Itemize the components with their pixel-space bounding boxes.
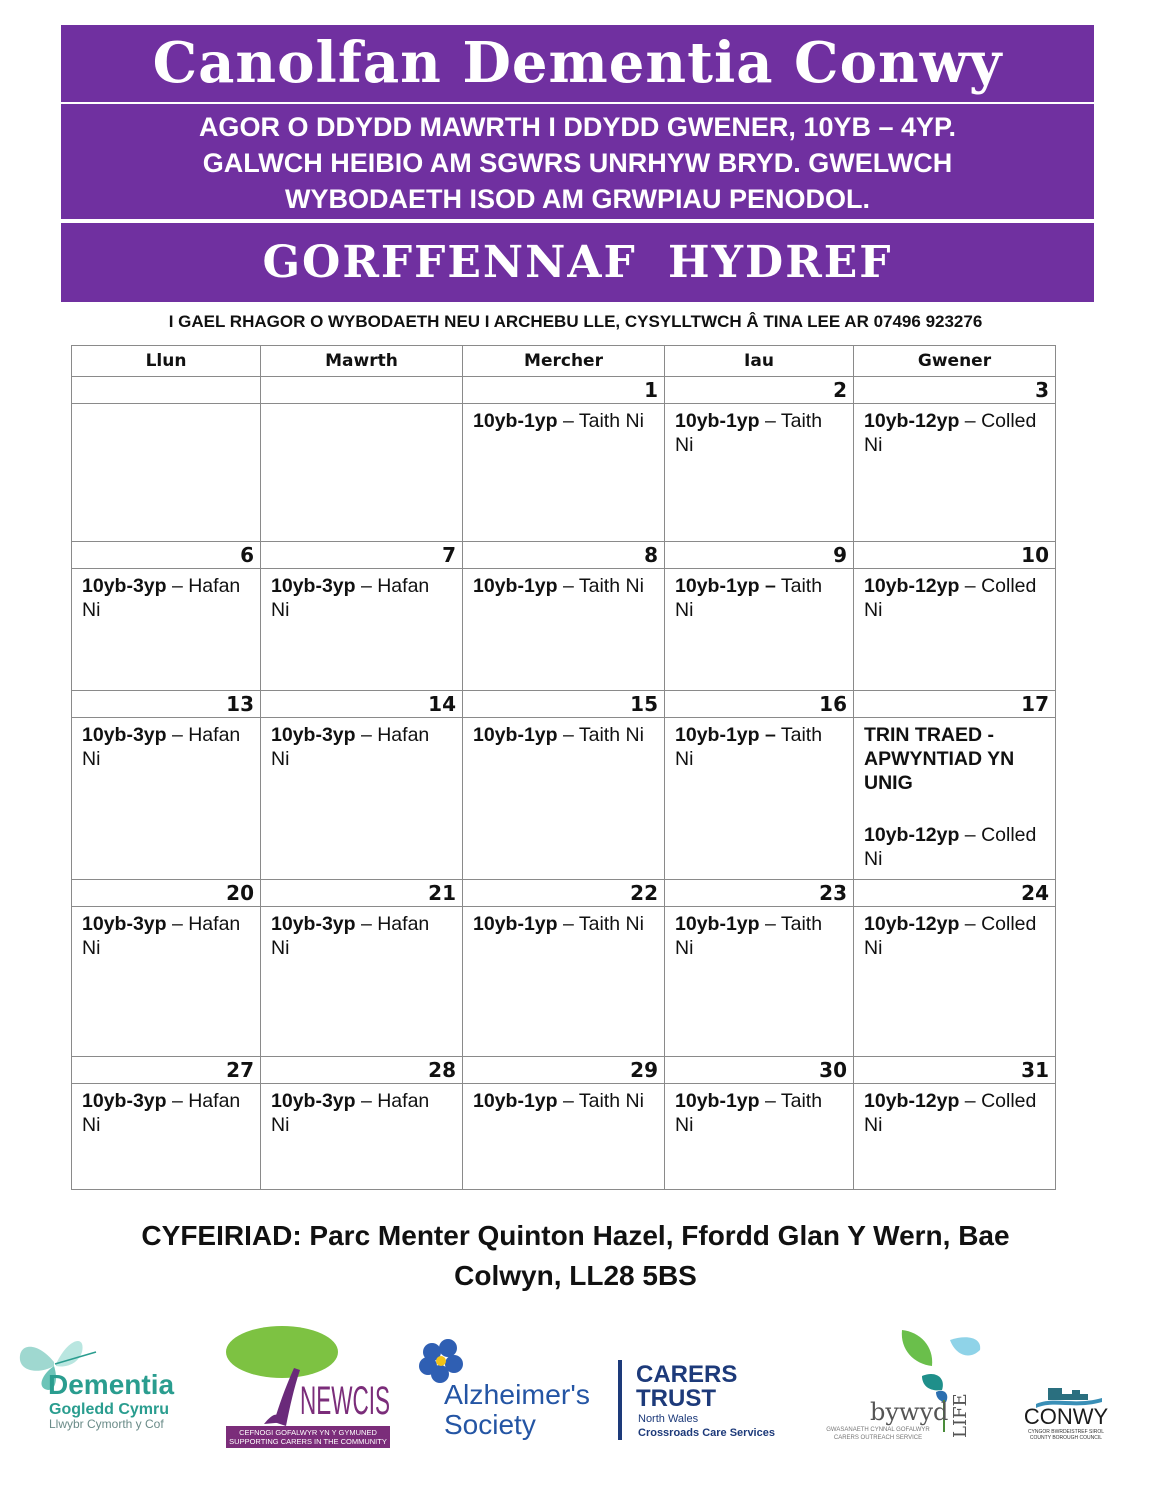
calendar-cell: [665, 404, 854, 542]
subtitle-line: GALWCH HEIBIO AM SGWRS UNRHYW BRYD. GWELWCH: [202, 148, 953, 178]
week-date-row: [72, 377, 1056, 404]
event-time: 10yb-3yp: [271, 1090, 356, 1112]
calendar-cell: [463, 718, 665, 880]
event-name: – Colled Ni: [864, 1090, 1037, 1136]
date-number: 30: [665, 1057, 854, 1084]
event-name: – Hafan Ni: [82, 575, 241, 621]
calendar-cell: [261, 1084, 463, 1190]
calendar-cell: [72, 1084, 261, 1190]
calendar-cell: [261, 718, 463, 880]
svg-text:Society: Society: [444, 1409, 536, 1440]
event-time: 10yb-1yp: [473, 1090, 558, 1112]
event-time: 10yb-3yp: [82, 1090, 167, 1112]
event-time: 10yb-1yp: [675, 913, 760, 935]
calendar-cell: [261, 569, 463, 691]
svg-text:NEWCIS: NEWCIS: [300, 1379, 390, 1423]
event-time: 10yb-12yp: [864, 575, 960, 597]
address: [0, 1216, 1151, 1296]
event-name: – Colled Ni: [864, 824, 1037, 870]
calendar-cell: [72, 404, 261, 542]
event-time: 10yb-1yp –: [675, 575, 776, 597]
calendar-cell: [261, 404, 463, 542]
date-number: [261, 377, 463, 404]
svg-text:Alzheimer's: Alzheimer's: [444, 1379, 590, 1410]
date-number: 15: [463, 691, 665, 718]
event-name: – Taith Ni: [557, 724, 644, 746]
calendar-cell: [463, 1084, 665, 1190]
contact-info: I GAEL RHAGOR O WYBODAETH NEU I ARCHEBU LLE, CYSYLLTWCH Â TINA LEE AR 07496 923276: [168, 312, 983, 331]
week-date-row: [72, 542, 1056, 569]
event-name: – Hafan Ni: [82, 1090, 241, 1136]
day-header: Gwener: [854, 346, 1056, 377]
event-time: 10yb-3yp: [271, 913, 356, 935]
calendar-cell: [854, 907, 1056, 1057]
svg-text:COUNTY BOROUGH COUNCIL: COUNTY BOROUGH COUNCIL: [1029, 1435, 1103, 1441]
event-name: – Taith Ni: [557, 575, 644, 597]
week-date-row: [72, 880, 1056, 907]
svg-text:Crossroads Care Services: Crossroads Care Services: [638, 1427, 775, 1439]
svg-text:North Wales: North Wales: [638, 1413, 699, 1425]
event-time: 10yb-3yp: [82, 575, 167, 597]
calendar-cell: [665, 1084, 854, 1190]
calendar-cell: [463, 569, 665, 691]
day-header: Llun: [72, 346, 261, 377]
calendar-cell: [261, 907, 463, 1057]
week-date-row: [72, 691, 1056, 718]
svg-text:CEFNOGI GOFALWYR YN Y GYMUNED: CEFNOGI GOFALWYR YN Y GYMUNED: [239, 1428, 377, 1437]
conwy-council-logo: [1018, 1384, 1114, 1444]
event-time: 10yb-1yp: [675, 410, 760, 432]
date-number: 16: [665, 691, 854, 718]
event-time: 10yb-1yp: [675, 1090, 760, 1112]
svg-text:Gogledd Cymru: Gogledd Cymru: [49, 1401, 170, 1418]
event-time: 10yb-1yp –: [675, 724, 776, 746]
calendar-cell: [665, 718, 854, 880]
date-number: 29: [463, 1057, 665, 1084]
event-name: – Hafan Ni: [271, 913, 430, 959]
week-event-row: [72, 907, 1056, 1057]
forget-me-not-icon: [419, 1339, 463, 1383]
svg-text:CONWY: CONWY: [1023, 1404, 1109, 1429]
event-name: – Taith Ni: [557, 1090, 644, 1112]
date-number: 17: [854, 691, 1056, 718]
event-time: 10yb-12yp: [864, 824, 960, 846]
week-date-row: [72, 1057, 1056, 1084]
event-time: 10yb-1yp: [473, 913, 558, 935]
event-time: 10yb-1yp: [473, 575, 558, 597]
calendar-cell: [665, 569, 854, 691]
event-name: – Hafan Ni: [271, 724, 430, 770]
date-number: 3: [854, 377, 1056, 404]
date-number: 21: [261, 880, 463, 907]
event-time: 10yb-3yp: [82, 913, 167, 935]
dementia-gogledd-cymru-logo: [16, 1328, 206, 1438]
day-header: Iau: [665, 346, 854, 377]
event-name: Taith Ni: [675, 575, 823, 621]
date-number: 13: [72, 691, 261, 718]
calendar-cell: [463, 907, 665, 1057]
event-name: – Hafan Ni: [82, 913, 241, 959]
calendar-cell: [72, 907, 261, 1057]
address-line: CYFEIRIAD: Parc Menter Quinton Hazel, Ffordd Glan Y Wern, Bae: [141, 1220, 1010, 1251]
subtitle-line: WYBODAETH ISOD AM GRWPIAU PENODOL.: [284, 184, 870, 214]
svg-text:Dementia: Dementia: [48, 1369, 175, 1400]
event-name: – Taith Ni: [675, 913, 823, 959]
event-name: – Taith Ni: [557, 410, 644, 432]
date-number: 22: [463, 880, 665, 907]
event-name: – Hafan Ni: [271, 1090, 430, 1136]
calendar-table: [71, 345, 1056, 1190]
date-number: [72, 377, 261, 404]
event-time: 10yb-1yp: [473, 410, 558, 432]
calendar-cell: [854, 718, 1056, 880]
event-time: 10yb-12yp: [864, 1090, 960, 1112]
alzheimers-society-logo: [418, 1338, 596, 1446]
date-number: 24: [854, 880, 1056, 907]
newcis-logo: [224, 1322, 394, 1450]
address-line: Colwyn, LL28 5BS: [454, 1260, 697, 1291]
calendar-cell: [854, 404, 1056, 542]
day-header: Mawrth: [261, 346, 463, 377]
bywyd-life-logo: [810, 1326, 988, 1446]
event-name: – Hafan Ni: [271, 575, 430, 621]
week-event-row: [72, 569, 1056, 691]
day-header: Mercher: [463, 346, 665, 377]
event-time: 10yb-12yp: [864, 410, 960, 432]
subtitle-line: AGOR O DDYDD MAWRTH I DDYDD GWENER, 10YB – 4YP.: [198, 112, 957, 142]
event-name: – Taith Ni: [557, 913, 644, 935]
event-name: Taith Ni: [675, 724, 823, 770]
date-number: 20: [72, 880, 261, 907]
date-number: 23: [665, 880, 854, 907]
event-name: – Taith Ni: [675, 410, 823, 456]
event-time: 10yb-3yp: [271, 724, 356, 746]
date-number: 14: [261, 691, 463, 718]
opening-hours-banner: [61, 104, 1094, 219]
date-number: 10: [854, 542, 1056, 569]
month-banner: GORFFENNAF HYDREF: [61, 223, 1094, 302]
calendar-cell: [854, 1084, 1056, 1190]
date-number: 2: [665, 377, 854, 404]
week-event-row: [72, 404, 1056, 542]
calendar-header-row: [72, 346, 1056, 377]
calendar-cell: [463, 404, 665, 542]
date-number: 27: [72, 1057, 261, 1084]
event-time: 10yb-3yp: [271, 575, 356, 597]
event-time: 10yb-1yp: [473, 724, 558, 746]
event-time: 10yb-12yp: [864, 913, 960, 935]
event-note: TRIN TRAED - APWYNTIAD YN UNIG: [864, 724, 1015, 794]
week-event-row: [72, 1084, 1056, 1190]
event-name: – Hafan Ni: [82, 724, 241, 770]
svg-text:CARERS OUTREACH SERVICE: CARERS OUTREACH SERVICE: [833, 1435, 923, 1441]
svg-text:CYNGOR BWRDEISTREF SIROL: CYNGOR BWRDEISTREF SIROL: [1027, 1429, 1105, 1435]
calendar-cell: [72, 718, 261, 880]
event-name: – Colled Ni: [864, 410, 1037, 456]
svg-text:bywyd: bywyd: [870, 1398, 949, 1426]
date-number: 7: [261, 542, 463, 569]
calendar-cell: [665, 907, 854, 1057]
week-event-row: [72, 718, 1056, 880]
event-time: 10yb-3yp: [82, 724, 167, 746]
svg-text:CARERS: CARERS: [636, 1361, 738, 1388]
page-title: Canolfan Dementia Conwy: [61, 25, 1094, 102]
svg-text:Llwybr Cymorth y Cof: Llwybr Cymorth y Cof: [49, 1417, 164, 1431]
event-name: – Colled Ni: [864, 575, 1037, 621]
carers-trust-logo: [618, 1356, 793, 1446]
date-number: 1: [463, 377, 665, 404]
svg-text:SUPPORTING CARERS IN THE COMMU: SUPPORTING CARERS IN THE COMMUNITY: [229, 1437, 387, 1446]
date-number: 9: [665, 542, 854, 569]
calendar-cell: [72, 569, 261, 691]
svg-text:GWASANAETH CYNNAL GOFALWYR: GWASANAETH CYNNAL GOFALWYR: [826, 1427, 930, 1433]
svg-text:LIFE: LIFE: [950, 1393, 971, 1438]
date-number: 6: [72, 542, 261, 569]
calendar-cell: [854, 569, 1056, 691]
date-number: 8: [463, 542, 665, 569]
date-number: 31: [854, 1057, 1056, 1084]
event-name: – Colled Ni: [864, 913, 1037, 959]
date-number: 28: [261, 1057, 463, 1084]
svg-text:TRUST: TRUST: [636, 1385, 716, 1412]
event-name: – Taith Ni: [675, 1090, 823, 1136]
